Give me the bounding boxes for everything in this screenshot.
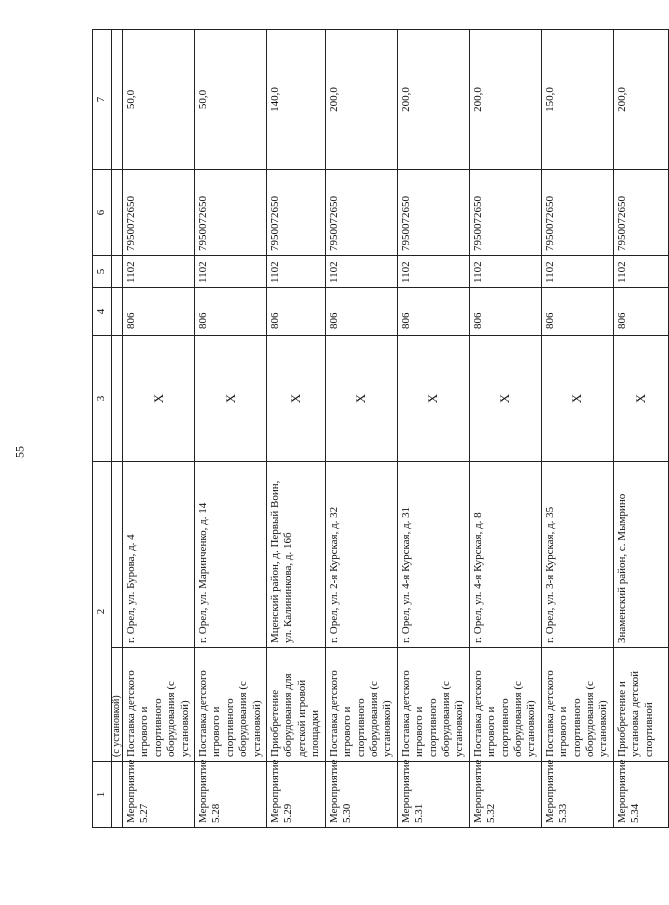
address-cell: Знаменский район, с. Мымрино xyxy=(613,462,668,648)
table-row xyxy=(469,30,541,828)
amount-cell: 140,0 xyxy=(267,30,326,170)
section-cell: 1102 xyxy=(397,256,469,288)
data-table xyxy=(92,29,669,828)
continuation-row xyxy=(112,30,123,828)
table-cell xyxy=(112,288,123,336)
event-cell: Мероприятие 5.30 xyxy=(325,762,397,828)
table-row xyxy=(397,30,469,828)
event-cell: Мероприятие 5.28 xyxy=(195,762,267,828)
event-cell: Мероприятие 5.32 xyxy=(469,762,541,828)
amount-cell: 150,0 xyxy=(541,30,613,170)
amount-cell: 200,0 xyxy=(397,30,469,170)
event-cell: Мероприятие 5.34 xyxy=(613,762,668,828)
item-cell: Поставка детского игрового и спортивного оборудования (с установкой) xyxy=(123,648,195,762)
section-cell: 1102 xyxy=(325,256,397,288)
section-cell: 1102 xyxy=(613,256,668,288)
table-row xyxy=(195,30,267,828)
address-cell: Мценский район, д. Первый Воин, ул. Калининкова, д. 16б xyxy=(267,462,326,648)
item-cell: Приобретение и установка детской спортивной xyxy=(613,648,668,762)
column-header: 6 xyxy=(93,170,112,256)
target-cell: 7950072650 xyxy=(123,170,195,256)
mark-cell: Х xyxy=(541,336,613,462)
column-header: 1 xyxy=(93,762,112,828)
target-cell: 7950072650 xyxy=(397,170,469,256)
code-cell: 806 xyxy=(613,288,668,336)
section-cell: 1102 xyxy=(469,256,541,288)
column-header: 7 xyxy=(93,30,112,170)
amount-cell: 50,0 xyxy=(195,30,267,170)
mark-cell: Х xyxy=(195,336,267,462)
code-cell: 806 xyxy=(267,288,326,336)
code-cell: 806 xyxy=(397,288,469,336)
table-cell xyxy=(112,762,123,828)
table-cell xyxy=(112,336,123,462)
section-cell: 1102 xyxy=(267,256,326,288)
mark-cell: Х xyxy=(267,336,326,462)
mark-cell: Х xyxy=(469,336,541,462)
amount-cell: 200,0 xyxy=(613,30,668,170)
event-cell: Мероприятие 5.27 xyxy=(123,762,195,828)
address-cell: г. Орел, ул. 3-я Курская, д. 35 xyxy=(541,462,613,648)
section-cell: 1102 xyxy=(195,256,267,288)
amount-cell: 200,0 xyxy=(325,30,397,170)
address-cell: г. Орел, ул. 4-я Курская, д. 8 xyxy=(469,462,541,648)
item-cell: Поставка детского игрового и спортивного оборудования (с установкой) xyxy=(325,648,397,762)
code-cell: 806 xyxy=(195,288,267,336)
table-row xyxy=(541,30,613,828)
code-cell: 806 xyxy=(123,288,195,336)
address-cell: г. Орел, ул. Бурова, д. 4 xyxy=(123,462,195,648)
item-cell: Поставка детского игрового и спортивного оборудования (с установкой) xyxy=(541,648,613,762)
table-cell xyxy=(112,170,123,256)
item-cell: Приобретение оборудования для детской игровой площадки xyxy=(267,648,326,762)
table-cell xyxy=(112,30,123,170)
target-cell: 7950072650 xyxy=(541,170,613,256)
table-row xyxy=(267,30,326,828)
column-header: 2 xyxy=(93,462,112,762)
item-cell: Поставка детского игрового и спортивного оборудования (с установкой) xyxy=(397,648,469,762)
address-cell: г. Орел, ул. 2-я Курская, д. 32 xyxy=(325,462,397,648)
mark-cell: Х xyxy=(397,336,469,462)
table-row xyxy=(613,30,668,828)
amount-cell: 50,0 xyxy=(123,30,195,170)
target-cell: 7950072650 xyxy=(325,170,397,256)
column-header: 3 xyxy=(93,336,112,462)
address-cell: г. Орел, ул. Маринченко, д. 14 xyxy=(195,462,267,648)
table-wrapper xyxy=(92,30,655,828)
code-cell: 806 xyxy=(469,288,541,336)
item-cell: Поставка детского игрового и спортивного оборудования (с установкой) xyxy=(195,648,267,762)
mark-cell: Х xyxy=(325,336,397,462)
address-cell: г. Орел, ул. 4-я Курская, д. 31 xyxy=(397,462,469,648)
table-row xyxy=(325,30,397,828)
event-cell: Мероприятие 5.33 xyxy=(541,762,613,828)
mark-cell: Х xyxy=(123,336,195,462)
event-cell: Мероприятие 5.31 xyxy=(397,762,469,828)
table-cell xyxy=(112,256,123,288)
table-cell xyxy=(112,462,123,648)
header-row xyxy=(93,30,112,828)
target-cell: 7950072650 xyxy=(267,170,326,256)
column-header: 4 xyxy=(93,288,112,336)
section-cell: 1102 xyxy=(541,256,613,288)
event-cell: Мероприятие 5.29 xyxy=(267,762,326,828)
code-cell: 806 xyxy=(325,288,397,336)
target-cell: 7950072650 xyxy=(613,170,668,256)
target-cell: 7950072650 xyxy=(195,170,267,256)
code-cell: 806 xyxy=(541,288,613,336)
item-cell: Поставка детского игрового и спортивного оборудования (с установкой) xyxy=(469,648,541,762)
table-cell: (с установкой) xyxy=(112,648,123,762)
target-cell: 7950072650 xyxy=(469,170,541,256)
mark-cell: Х xyxy=(613,336,668,462)
page-number: 55 xyxy=(12,446,27,458)
column-header: 5 xyxy=(93,256,112,288)
section-cell: 1102 xyxy=(123,256,195,288)
table-row xyxy=(123,30,195,828)
amount-cell: 200,0 xyxy=(469,30,541,170)
